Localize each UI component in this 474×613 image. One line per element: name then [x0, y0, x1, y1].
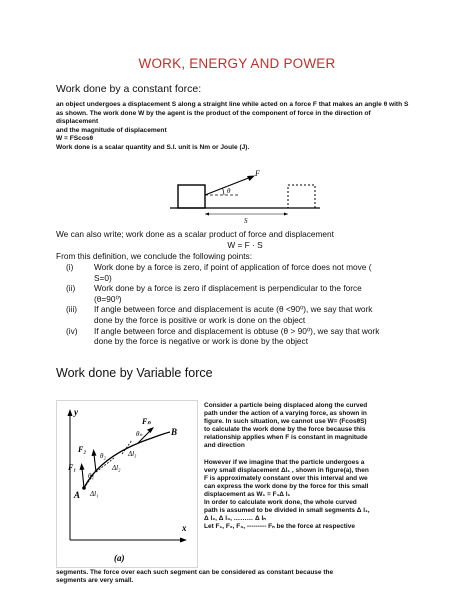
description-line: However if we imagine that the particle undergoes a: [204, 458, 365, 466]
description-line: path is assumed to be divided in small segments Δ l₁,: [204, 507, 370, 515]
theta1-label: θ₁: [88, 472, 94, 480]
list-item: [56, 262, 436, 283]
description-line: very small displacement Δl₁ , shown in figure(a), then: [204, 466, 369, 474]
list-text: If angle between force and displacement is acute (θ <90⁰), we say that work: [94, 304, 373, 315]
angle-arc: [223, 188, 225, 195]
point-b-label: B: [171, 427, 178, 437]
list-text: If angle between force and displacement is obtuse (θ > 90⁰), we say that work: [94, 325, 380, 336]
description-line: Δ l₂, Δ l₃, ……… Δ lₙ: [204, 515, 266, 523]
curved-path: [84, 432, 170, 488]
paragraph-line: and the magnitude of displacement: [56, 126, 167, 134]
y-axis-arrowhead: [68, 409, 73, 416]
angle-label: θ: [227, 187, 231, 195]
y-axis-label: y: [74, 407, 78, 417]
force-f1: [82, 468, 84, 488]
displacement-arrowhead-right: [284, 213, 288, 216]
description-line: and direction: [204, 442, 245, 450]
description-line: Let F₁, F₂, F₃, --------- Fₙ be the force at respective: [204, 523, 355, 531]
dl2-label: Δl₂: [112, 464, 121, 472]
description-line: to calculate the work done by the force because this: [204, 426, 366, 434]
paragraph-line: Work done is a scalar quantity and S.I. unit is Nm or Joule (J).: [56, 143, 250, 151]
scalar-product-formula: W = F · S: [227, 240, 263, 250]
force-f2-arrowhead: [92, 449, 97, 456]
bottom-paragraph: [56, 569, 436, 585]
paragraph-line: displacement: [56, 118, 99, 126]
block-initial: [178, 185, 205, 208]
section-heading-variable-force: Work done by Variable force: [56, 366, 213, 380]
section-heading-constant-force: Work done by a constant force:: [56, 83, 202, 95]
conclusion-lead: From this definition, we conclude the following points:: [56, 251, 253, 261]
list-number: (ii): [66, 283, 76, 294]
list-text: Work done by a force is zero, if point of application of force does not move (: [94, 262, 372, 272]
dl3-label: Δl₃: [128, 450, 137, 458]
description-line: In order to calculate work done, the whole curved: [204, 499, 357, 507]
bottom-line: segments. The force over each such segment can be considered as constant because the: [56, 569, 334, 576]
list-text: done by the force is positive or work is done on the object: [94, 314, 306, 325]
list-text: (θ=90⁰): [94, 293, 122, 304]
block-final: [288, 185, 315, 208]
displacement-arrowhead-left: [205, 213, 209, 216]
dl1-label: Δl₁: [90, 490, 99, 498]
theta2-label: θ₂: [100, 452, 106, 460]
force-f2: [94, 454, 96, 472]
figure-caption: (a): [114, 553, 125, 563]
bottom-line: segments are very small.: [56, 577, 134, 585]
description-line: F is approximately constant over this interval and we: [204, 474, 368, 482]
paragraph-line: an object undergoes a displacement S along a straight line while acted on a force F that makes an angle θ with S: [56, 101, 409, 108]
list-number: (i): [66, 262, 74, 272]
force-f1-arrowhead: [80, 463, 85, 470]
force-f2-label: F₂: [78, 445, 87, 454]
x-axis-arrowhead: [180, 538, 187, 543]
work-formula: W = FScosθ: [56, 135, 94, 143]
paragraph-line: as shown. The work done W by the agent is the product of the component of force in the direction of: [56, 109, 371, 117]
force-f1-label: F₁: [68, 463, 77, 472]
description-line: figure. In such situation, we cannot use W= (FcosθS): [204, 418, 367, 426]
list-item: [56, 326, 436, 347]
list-number: (iv): [66, 325, 78, 336]
force-fn-arrowhead: [147, 427, 154, 433]
point-a-label: A: [74, 490, 81, 500]
description-line: Consider a particle being displaced along the curved: [204, 402, 368, 409]
constant-force-paragraph: [56, 101, 434, 153]
list-item: [56, 283, 436, 304]
thetan-label: θₙ: [136, 430, 143, 438]
description-line: can express the work done by the force for this small: [204, 482, 369, 490]
figure-frame: [57, 401, 198, 568]
force-fn-label: Fₙ: [142, 417, 151, 426]
force-label: F: [255, 169, 260, 178]
list-item: [56, 304, 436, 325]
conclusion-list: [56, 262, 436, 347]
list-text: Work done by a force is zero if displacement is perpendicular to the force: [94, 283, 362, 294]
page-title: WORK, ENERGY AND POWER: [138, 56, 336, 71]
x-axis-label: x: [182, 523, 187, 533]
variable-force-figure: [56, 400, 198, 568]
list-text: done by the force is negative or work is done by the object: [94, 336, 309, 347]
description-line: path under the action of a varying force, as shown in: [204, 410, 367, 418]
variable-force-description: [204, 402, 436, 531]
force-arrowhead: [247, 176, 255, 182]
point-a-marker: [82, 486, 86, 490]
list-text: S=0): [94, 272, 112, 283]
scalar-product-intro: We can also write; work done as a scalar product of force and displacement: [56, 229, 334, 239]
description-line: relationship applies when F is constant in magnitude: [204, 434, 368, 442]
description-line: displacement as W₁ = F₁Δ l₁: [204, 490, 291, 498]
list-number: (iii): [66, 304, 78, 315]
displacement-label: S: [244, 217, 248, 224]
constant-force-figure: [160, 166, 330, 224]
